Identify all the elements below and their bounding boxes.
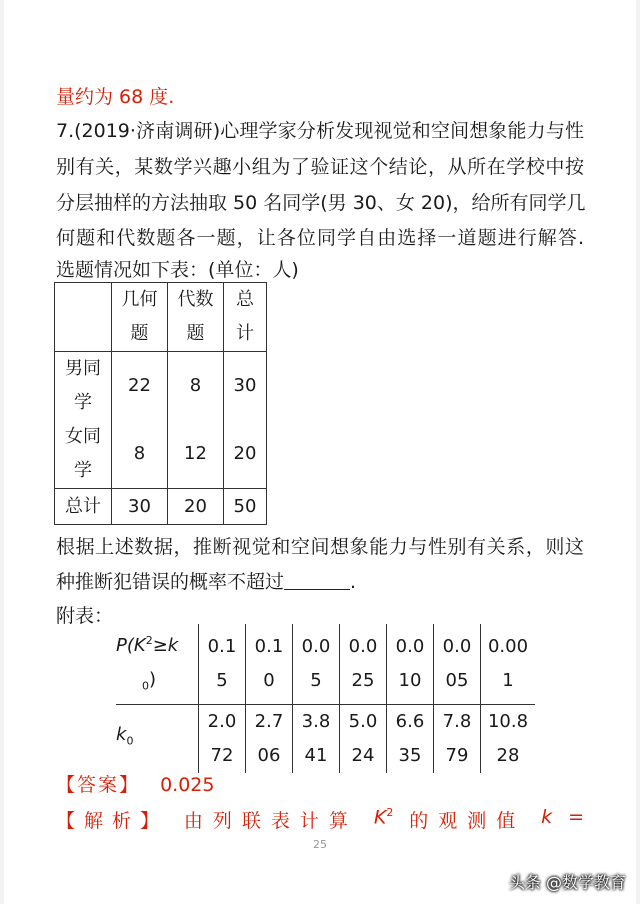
p-value-cell: 0.1 0 <box>246 624 293 704</box>
previous-answer-line: 量约为 68 度. <box>56 86 175 108</box>
header-geometry: 几何 题 <box>112 283 168 352</box>
analysis-text-2: 的观测值 <box>409 810 526 832</box>
analysis-label: 【解析】 <box>56 810 169 832</box>
problem-line-5: 选题情况如下表：(单位：人) <box>56 259 299 281</box>
problem-line-4: 何题和代数题各一题，让各位同学自由选择一道题进行解答. <box>56 227 584 249</box>
p-value-cell: 0.00 1 <box>481 624 536 704</box>
k0-value-cell: 10.8 28 <box>481 704 536 773</box>
cell-girls-total: 20 <box>224 420 267 489</box>
page-edge-right <box>636 0 640 904</box>
appendix-label: 附表： <box>56 605 114 627</box>
cell-total-total: 50 <box>224 489 267 525</box>
watermark: 头条 @数学教育 <box>508 873 626 892</box>
k0-value-cell: 5.0 24 <box>340 704 387 773</box>
k0-value-cell: 3.8 41 <box>293 704 340 773</box>
p-value-cell: 0.0 05 <box>434 624 481 704</box>
p-value-cell: 0.0 10 <box>387 624 434 704</box>
header-algebra: 代数 题 <box>168 283 224 352</box>
analysis-k2: $K^2$ <box>373 806 394 829</box>
analysis-text: 由列联表计算 <box>183 810 358 832</box>
question-line-1: 根据上述数据，推断视觉和空间想象能力与性别有关系，则这 <box>56 536 584 558</box>
answer-label: 【答案】 <box>56 774 141 796</box>
table-corner-cell <box>55 283 112 352</box>
p-value-cell: 0.0 5 <box>293 624 340 704</box>
critical-value-table <box>116 624 535 773</box>
analysis-equals: = <box>568 806 584 828</box>
header-total: 总 计 <box>224 283 267 352</box>
answer-line <box>56 770 214 797</box>
cell-girls-geometry: 8 <box>112 420 168 489</box>
cell-boys-geometry: 22 <box>112 352 168 421</box>
row-header-k0: $k_0$ <box>116 704 199 773</box>
problem-line-3: 分层抽样的方法抽取 50 名同学(男 30、女 20)，给所有同学几 <box>56 192 586 214</box>
p-value-cell: 0.0 25 <box>340 624 387 704</box>
problem-line-1: 7.(2019·济南调研)心理学家分析发现视觉和空间想象能力与性 <box>56 120 584 142</box>
problem-line-2: 别有关，某数学兴趣小组为了验证这个结论，从所在学校中按 <box>56 156 584 178</box>
answer-blank <box>284 571 350 590</box>
row-label-boys: 男同 学 <box>55 352 112 421</box>
page-edge-left <box>0 0 4 904</box>
k0-value-cell: 2.0 72 <box>199 704 246 773</box>
row-label-girls: 女同 学 <box>55 420 112 489</box>
cell-girls-algebra: 12 <box>168 420 224 489</box>
p-value-cell: 0.1 5 <box>199 624 246 704</box>
question-line-2: 种推断犯错误的概率不超过 . <box>56 571 357 593</box>
k0-value-cell: 6.6 35 <box>387 704 434 773</box>
selection-table <box>54 282 267 525</box>
cell-boys-total: 30 <box>224 352 267 421</box>
page-number: 25 <box>313 838 327 851</box>
row-header-probability: $P(K^2\ge k$ $_0$) <box>116 624 199 704</box>
cell-boys-algebra: 8 <box>168 352 224 421</box>
k0-value-cell: 2.7 06 <box>246 704 293 773</box>
k0-value-cell: 7.8 79 <box>434 704 481 773</box>
analysis-line <box>56 806 584 833</box>
row-label-total: 总计 <box>55 489 112 525</box>
cell-total-algebra: 20 <box>168 489 224 525</box>
cell-total-geometry: 30 <box>112 489 168 525</box>
answer-value: 0.025 <box>160 774 215 796</box>
analysis-k: k <box>541 806 553 828</box>
